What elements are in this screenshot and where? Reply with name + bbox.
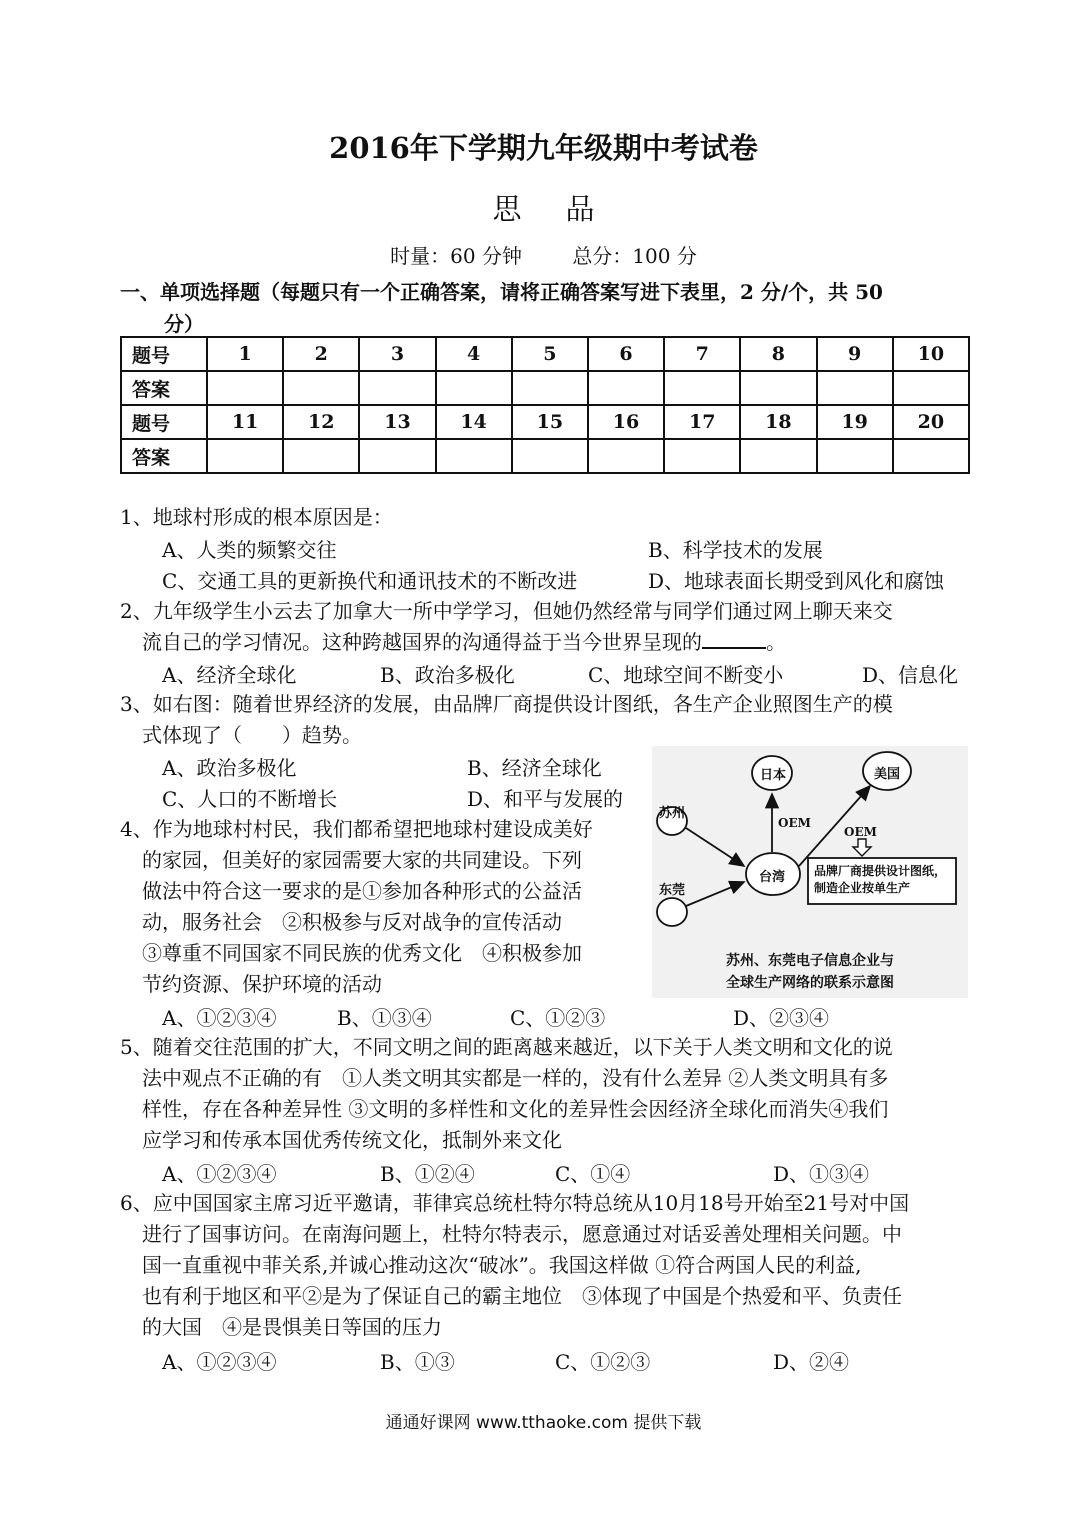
description-text xyxy=(814,863,946,897)
question-2 xyxy=(120,596,893,658)
question-line: 国一直重视中菲关系,并诚心推动这次“破冰”。我国这样做 ①符合两国人民的利益, xyxy=(142,1253,862,1277)
oem-arrow-icon xyxy=(853,839,871,856)
option-a: A、①②③④ xyxy=(162,1162,277,1186)
time-limit: 时量：60 分钟 xyxy=(390,244,522,268)
question-line xyxy=(120,627,893,658)
answer-cell[interactable] xyxy=(436,371,512,405)
label-taiwan: 台湾 xyxy=(759,870,786,885)
fill-blank[interactable] xyxy=(702,627,766,649)
answer-cell[interactable] xyxy=(740,439,816,473)
option-c: C、①②③ xyxy=(555,1350,651,1374)
description-line: 品牌厂商提供设计图纸， xyxy=(814,864,947,878)
question-number: 20 xyxy=(893,405,969,439)
option-d: D、①③④ xyxy=(773,1162,870,1186)
row-label-question: 题号 xyxy=(121,337,207,371)
answer-cell[interactable] xyxy=(740,371,816,405)
subject-title: 思品 xyxy=(492,192,639,226)
option-c: C、①④ xyxy=(555,1162,631,1186)
option-a: A、①②③④ xyxy=(162,1350,277,1374)
dongguan-arrow xyxy=(686,882,744,906)
option-a: A、人类的频繁交往 xyxy=(162,538,337,562)
question-line: 6、应中国国家主席习近平邀请，菲律宾总统杜特尔特总统从10月18号开始至21号对中国 xyxy=(120,1191,910,1215)
question-line: 4、作为地球村村民，我们都希望把地球村建设成美好 xyxy=(120,817,593,841)
question-number: 17 xyxy=(664,405,740,439)
option-c: C、交通工具的更新换代和通讯技术的不断改进 xyxy=(162,569,578,593)
answer-cell[interactable] xyxy=(664,439,740,473)
label-suzhou: 苏州 xyxy=(659,806,686,821)
answer-cell[interactable] xyxy=(817,371,893,405)
label-japan: 日本 xyxy=(760,768,787,783)
answer-cell[interactable] xyxy=(359,439,435,473)
option-b: B、科学技术的发展 xyxy=(648,538,823,562)
question-line: 的家园，但美好的家园需要大家的共同建设。下列 xyxy=(142,848,582,872)
question-line: ③尊重不同国家不同民族的优秀文化 ④积极参加 xyxy=(142,941,582,965)
question-line: 法中观点不正确的有 ①人类文明其实都是一样的，没有什么差异 ②人类文明具有多 xyxy=(142,1066,889,1090)
answer-cell[interactable] xyxy=(588,371,664,405)
question-line: 5、随着交往范围的扩大，不同文明之间的距离越来越近，以下关于人类文明和文化的说 xyxy=(120,1035,893,1059)
question-number: 5 xyxy=(512,337,588,371)
question-4 xyxy=(120,814,593,1000)
question-number: 9 xyxy=(817,337,893,371)
question-line: 节约资源、保护环境的活动 xyxy=(142,972,382,996)
section-heading-line2: 分） xyxy=(164,312,204,336)
question-stem: 1、地球村形成的根本原因是： xyxy=(120,505,393,529)
description-line: 制造企业按单生产 xyxy=(814,881,911,895)
answer-cell[interactable] xyxy=(588,439,664,473)
row-label-question: 题号 xyxy=(121,405,207,439)
question-line: 进行了国事访问。在南海问题上，杜特尔特表示，愿意通过对话妥善处理相关问题。中 xyxy=(142,1222,902,1246)
option-c: C、①②③ xyxy=(510,1006,606,1030)
option-d: D、②④ xyxy=(773,1350,850,1374)
label-usa: 美国 xyxy=(874,767,901,782)
answer-row-2 xyxy=(121,439,969,473)
answer-cell[interactable] xyxy=(512,439,588,473)
option-d: D、地球表面长期受到风化和腐蚀 xyxy=(648,569,945,593)
page-title: 2016年下学期九年级期中考试卷 xyxy=(329,131,758,165)
suzhou-arrow xyxy=(686,828,744,866)
question-number: 18 xyxy=(740,405,816,439)
answer-cell[interactable] xyxy=(512,371,588,405)
question-number: 16 xyxy=(588,405,664,439)
question-5 xyxy=(120,1032,893,1156)
option-b: B、①②④ xyxy=(380,1162,475,1186)
answer-cell[interactable] xyxy=(664,371,740,405)
exam-meta xyxy=(0,240,1087,269)
question-line: 3、如右图：随着世界经济的发展，由品牌厂商提供设计图纸，各生产企业照图生产的模 xyxy=(120,692,893,716)
supply-chain-figure xyxy=(652,746,968,998)
option-d: D、信息化 xyxy=(862,663,959,687)
figure-caption-line2: 全球生产网络的联系示意图 xyxy=(726,975,894,991)
footer-note: 通通好课网 www.tthaoke.com 提供下载 xyxy=(385,1413,702,1433)
question-number-row-1 xyxy=(121,337,969,371)
figure-caption-line1: 苏州、东莞电子信息企业与 xyxy=(726,953,894,969)
question-number: 15 xyxy=(512,405,588,439)
question-6 xyxy=(120,1188,909,1343)
answer-row-1 xyxy=(121,371,969,405)
question-line: 的大国 ④是畏惧美日等国的压力 xyxy=(142,1315,442,1339)
answer-cell[interactable] xyxy=(893,439,969,473)
question-number: 6 xyxy=(588,337,664,371)
question-number: 8 xyxy=(740,337,816,371)
row-label-answer: 答案 xyxy=(121,439,207,473)
question-text: 流自己的学习情况。这种跨越国界的沟通得益于当今世界呈现的 xyxy=(142,630,702,654)
answer-cell[interactable] xyxy=(207,371,283,405)
option-d: D、和平与发展的 xyxy=(467,787,624,811)
answer-cell[interactable] xyxy=(817,439,893,473)
section-heading xyxy=(120,276,970,340)
question-line: 式体现了（ ）趋势。 xyxy=(142,723,362,747)
option-b: B、经济全球化 xyxy=(467,756,602,780)
row-label-answer: 答案 xyxy=(121,371,207,405)
question-3 xyxy=(120,689,893,751)
question-line: 也有利于地区和平②是为了保证自己的霸主地位 ③体现了中国是个热爱和平、负责任 xyxy=(142,1284,902,1308)
label-oem: OEM xyxy=(844,825,877,839)
total-score: 总分：100 分 xyxy=(572,244,697,268)
option-d: D、②③④ xyxy=(733,1006,830,1030)
option-a: A、政治多极化 xyxy=(162,756,297,780)
question-number: 4 xyxy=(436,337,512,371)
answer-cell[interactable] xyxy=(283,439,359,473)
option-b: B、政治多极化 xyxy=(380,663,515,687)
option-a: A、经济全球化 xyxy=(162,663,297,687)
question-number: 7 xyxy=(664,337,740,371)
question-number: 3 xyxy=(359,337,435,371)
answer-cell[interactable] xyxy=(893,371,969,405)
question-number: 11 xyxy=(207,405,283,439)
section-heading-line1: 一、单项选择题（每题只有一个正确答案，请将正确答案写进下表里，2 分/个，共 50 xyxy=(120,280,883,304)
question-number: 13 xyxy=(359,405,435,439)
option-c: C、人口的不断增长 xyxy=(162,787,338,811)
option-a: A、①②③④ xyxy=(162,1006,277,1030)
answer-cell[interactable] xyxy=(359,371,435,405)
question-text: 。 xyxy=(766,630,786,654)
label-dongguan: 东莞 xyxy=(659,883,686,898)
question-line: 样性，存在各种差异性 ③文明的多样性和文化的差异性会因经济全球化而消失④我们 xyxy=(142,1097,889,1121)
dongguan-node xyxy=(657,898,687,926)
answer-cell[interactable] xyxy=(207,439,283,473)
question-line: 2、九年级学生小云去了加拿大一所中学学习，但她仍然经常与同学们通过网上聊天来交 xyxy=(120,599,893,623)
question-number: 12 xyxy=(283,405,359,439)
question-line: 应学习和传承本国优秀传统文化，抵制外来文化 xyxy=(142,1128,562,1152)
option-c: C、地球空间不断变小 xyxy=(588,663,784,687)
question-number: 2 xyxy=(283,337,359,371)
question-line: 做法中符合这一要求的是①参加各种形式的公益活 xyxy=(142,879,582,903)
label-oem: OEM xyxy=(778,816,811,830)
answer-table xyxy=(120,336,970,474)
question-1 xyxy=(120,502,393,533)
answer-cell[interactable] xyxy=(436,439,512,473)
question-number: 10 xyxy=(893,337,969,371)
question-number: 19 xyxy=(817,405,893,439)
question-number: 1 xyxy=(207,337,283,371)
question-line: 动，服务社会 ②积极参与反对战争的宣传活动 xyxy=(142,910,562,934)
answer-cell[interactable] xyxy=(283,371,359,405)
option-b: B、①③ xyxy=(380,1350,455,1374)
question-number: 14 xyxy=(436,405,512,439)
option-b: B、①③④ xyxy=(337,1006,432,1030)
question-number-row-2 xyxy=(121,405,969,439)
